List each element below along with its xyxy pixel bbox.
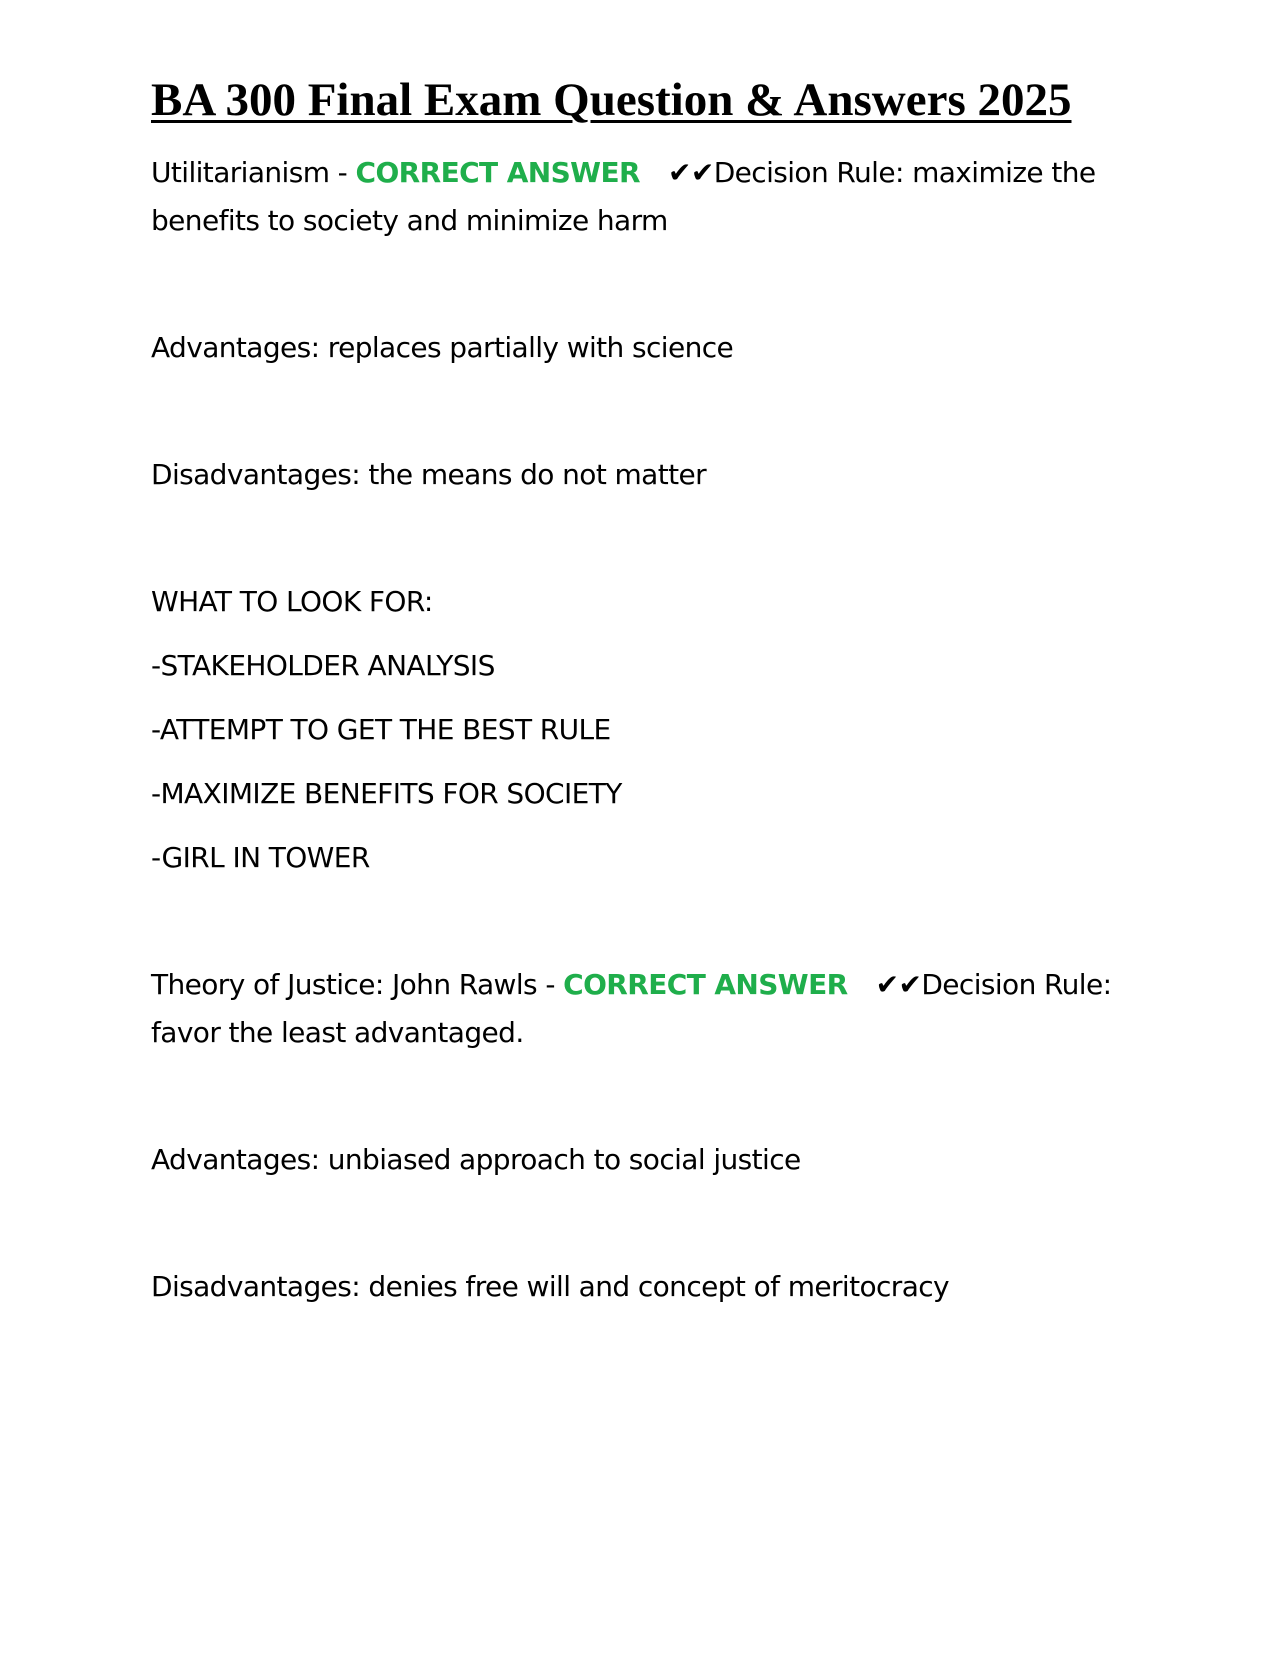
correct-answer-label: CORRECT ANSWER <box>563 968 848 1001</box>
check-mark-icon: ✔✔ <box>667 156 714 189</box>
correct-answer-label: CORRECT ANSWER <box>355 156 640 189</box>
question-term: Theory of Justice: John Rawls - <box>151 968 564 1001</box>
answer-advantages: Advantages: replaces partially with science <box>151 331 734 364</box>
answer-decision-rule: Decision Rule: favor the least advantaged. <box>151 968 1112 1049</box>
check-mark-icon: ✔✔ <box>875 968 922 1001</box>
document-body <box>151 72 1141 1311</box>
look-for-item: -ATTEMPT TO GET THE BEST RULE <box>151 713 611 746</box>
answer-disadvantages: Disadvantages: the means do not matter <box>151 458 707 491</box>
look-for-heading: WHAT TO LOOK FOR: <box>151 585 433 618</box>
document-title: BA 300 Final Exam Question & Answers 2025 <box>151 74 1072 126</box>
answer-decision-rule: Decision Rule: maximize the benefits to society and minimize harm <box>151 156 1096 237</box>
look-for-item: -MAXIMIZE BENEFITS FOR SOCIETY <box>151 777 622 810</box>
look-for-item: -STAKEHOLDER ANALYSIS <box>151 649 495 682</box>
question-term: Utilitarianism - <box>151 156 356 189</box>
answer-disadvantages: Disadvantages: denies free will and concept of meritocracy <box>151 1270 950 1303</box>
look-for-item: -GIRL IN TOWER <box>151 841 370 874</box>
question-utilitarianism <box>151 149 1141 245</box>
answer-advantages: Advantages: unbiased approach to social justice <box>151 1143 801 1176</box>
question-theory-of-justice <box>151 961 1141 1057</box>
